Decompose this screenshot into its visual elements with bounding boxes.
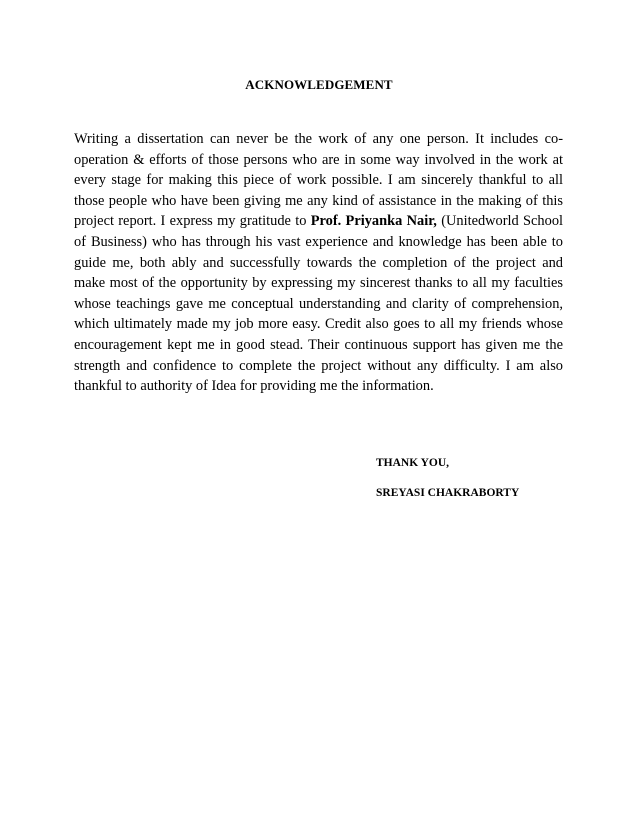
closing-text: THANK YOU, (376, 457, 450, 469)
acknowledgement-paragraph (74, 129, 563, 397)
signoff-block (376, 448, 519, 508)
page-title: ACKNOWLEDGEMENT (245, 77, 393, 92)
paragraph-text-body: (Unitedworld School of Business) who has through his vast experience and knowledge has been able to guide me, both ably and successfully towards the completion of the project and make most of the opportunity by expressing my sincerest thanks to all my faculties whose teachings gave me conceptual understanding and clarity of comprehension, which ultimately made my job more easy. Credit also goes to all my friends whose encouragement kept me in good stead. Their continuous support has given me the strength and confidence to complete the project without any difficulty. I am also thankful to authority of Idea for providing me the information. (74, 213, 564, 395)
mentor-name: Prof. Priyanka Nair, (310, 213, 437, 230)
signature-name: SREYASI CHAKRABORTY (376, 487, 520, 499)
paragraph-text-intro: Writing a dissertation can never be the work of any one person. It includes co-operation & efforts of those persons who are in some way involved in the work at every stage for making this piece of work possible. I am sincerely thankful to all those people who have been giving me any kind of assistance in the making of this project report. I express my gratitude to (74, 131, 563, 230)
